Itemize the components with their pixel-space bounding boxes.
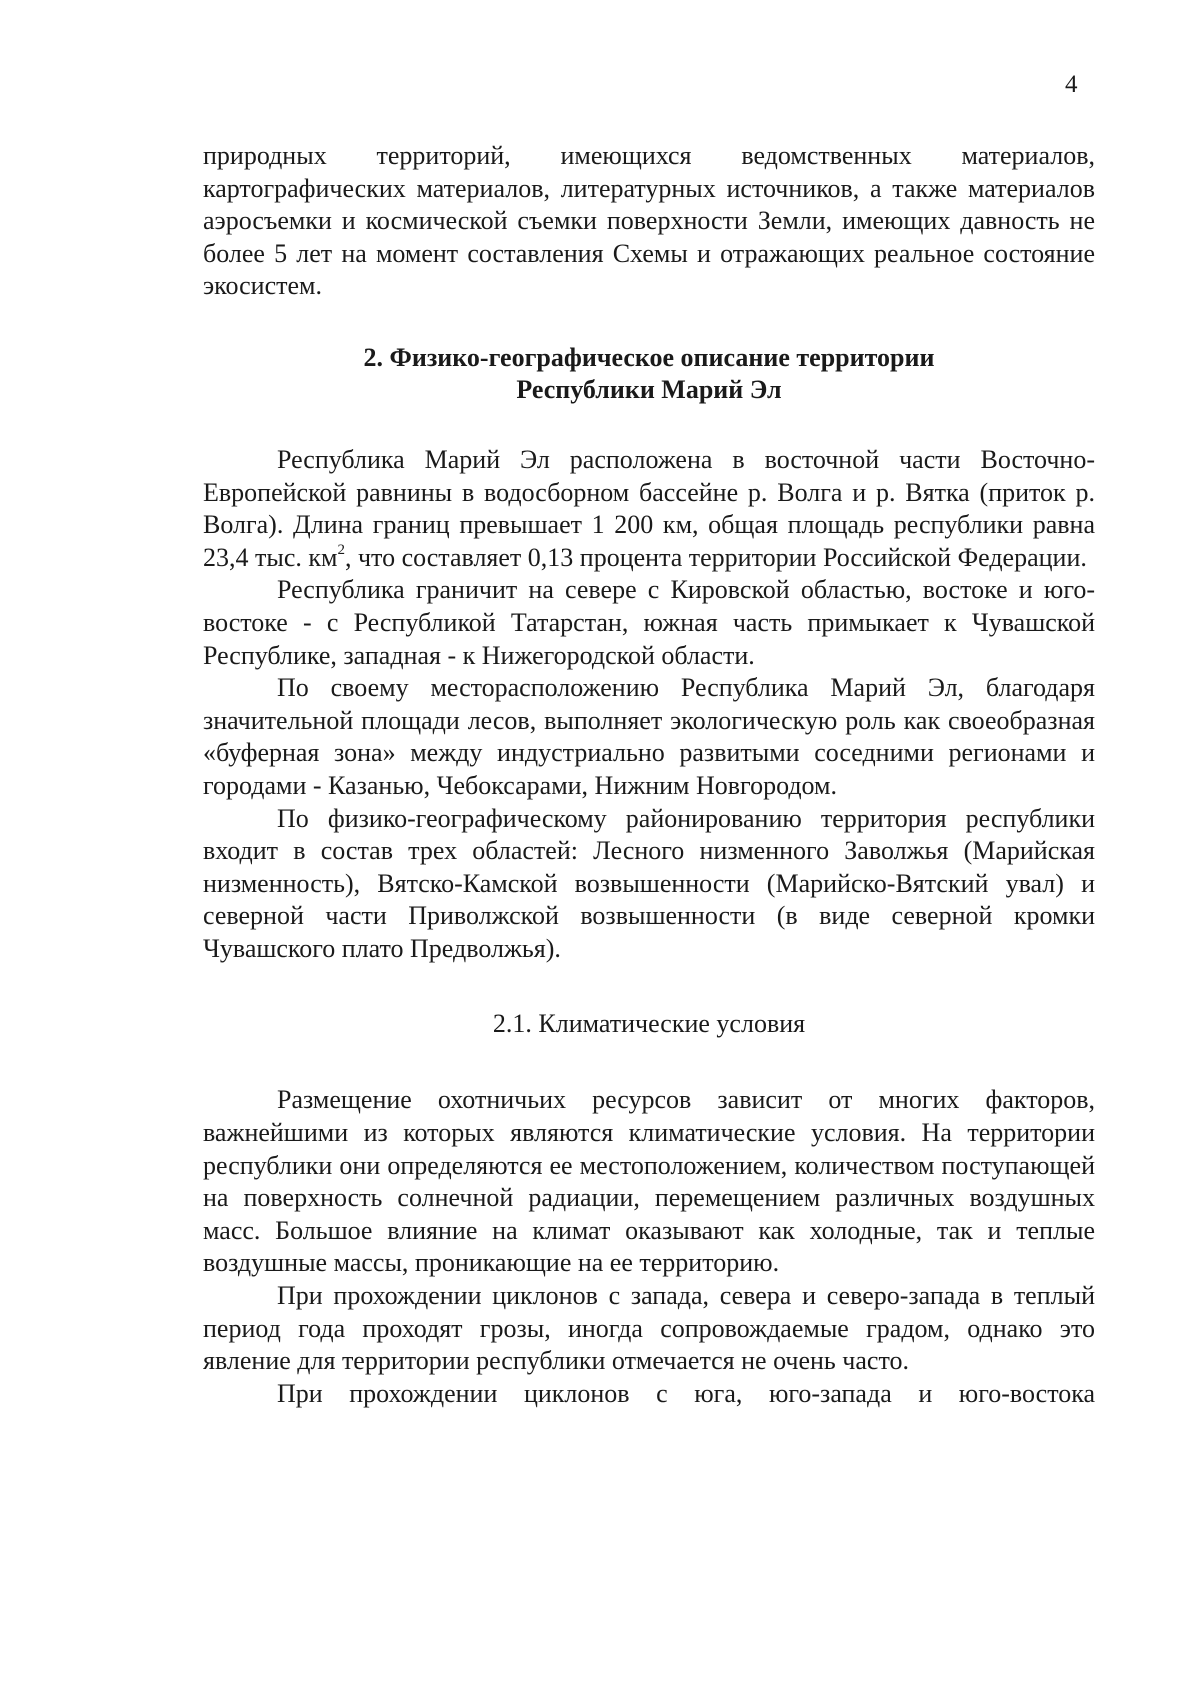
- section-2-1-heading: 2.1. Климатические условия: [492, 1009, 806, 1039]
- paragraph-text: Республика Марий Эл расположена в восточной части Восточно-Европейской равнины в водосборном бассейне р. Волга и р. Вятка (приток р. Волга). Длина границ превышает 1 200 км, общая площадь республики равна 23,4 тыс. км: [203, 444, 1095, 572]
- section-2-heading: [203, 342, 1095, 406]
- superscript: 2: [337, 542, 345, 559]
- section-2-heading-line-1: 2. Физико-географическое описание территории: [363, 342, 935, 372]
- page-number: 4: [1065, 71, 1078, 98]
- section-2-heading-line-2: Республики Марий Эл: [516, 374, 782, 404]
- section-2-1-paragraph-2: При прохождении циклонов с запада, севера и северо-запада в теплый период года проходят грозы, иногда сопровождаемые градом, однако это явление для территории республики отмечается не очень часто.: [203, 1281, 1095, 1376]
- section-2-paragraph-4: По физико-географическому районированию территория республики входит в состав трех областей: Лесного низменного Заволжья (Марийская низменность), Вятско-Камской возвышенности (Марийско-Вятский увал) и северной части Приволжской возвышенности (в виде северной кромки Чувашского плато Предволжья).: [203, 803, 1095, 963]
- section-2-1-paragraph-3: При прохождении циклонов с юга, юго-запада и юго-востока: [277, 1378, 1095, 1408]
- section-2-1-paragraph-1: Размещение охотничьих ресурсов зависит от многих факторов, важнейшими из которых являются климатические условия. На территории республики они определяются ее местоположением, количеством поступающей на поверхность солнечной радиации, перемещением различных воздушных масс. Большое влияние на климат оказывают как холодные, так и теплые воздушные массы, проникающие на ее территорию.: [203, 1085, 1095, 1278]
- section-2-paragraph-3: По своему месторасположению Республика Марий Эл, благодаря значительной площади лесов, выполняет экологическую роль как своеобразная «буферная зона» между индустриально развитыми соседними регионами и городами - Казанью, Чебоксарами, Нижним Новгородом.: [203, 673, 1095, 800]
- paragraph-text: , что составляет 0,13 процента территории Российской Федерации.: [344, 542, 1087, 572]
- page-content: [203, 140, 1095, 1410]
- section-2-paragraph-2: Республика граничит на севере с Кировской областью, востоке и юго-востоке - с Республикой Татарстан, южная часть примыкает к Чувашской Республике, западная - к Нижегородской области.: [203, 575, 1095, 670]
- intro-paragraph: природных территорий, имеющихся ведомственных материалов, картографических материалов, литературных источников, а также материалов аэросъемки и космической съемки поверхности Земли, имеющих давность не более 5 лет на момент составления Схемы и отражающих реальное состояние экосистем.: [203, 141, 1095, 301]
- section-2-paragraph-1: [203, 444, 1095, 574]
